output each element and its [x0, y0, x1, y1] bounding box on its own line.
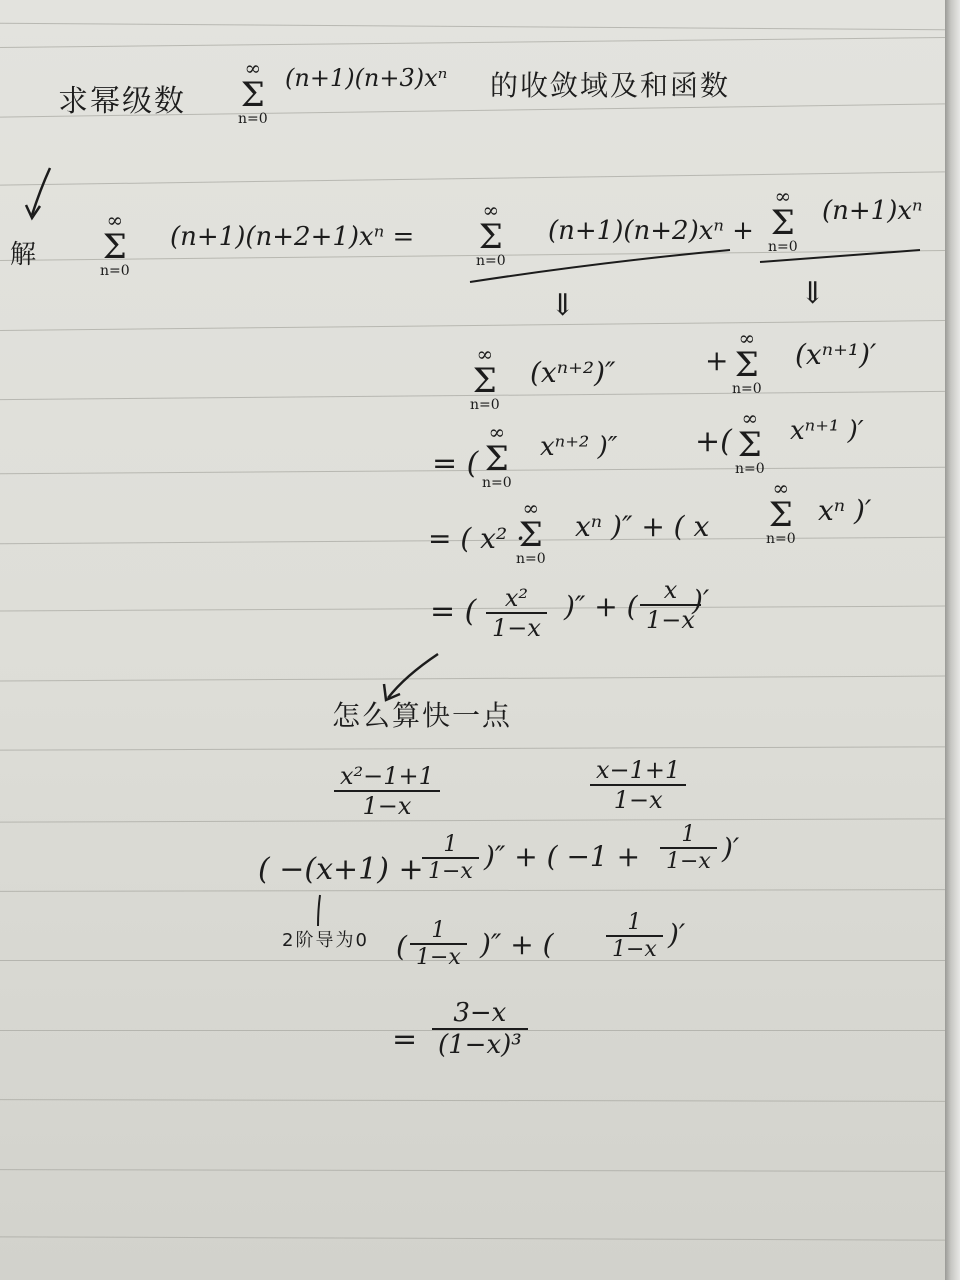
- down-arrow-2: ⇓: [800, 276, 826, 311]
- solution-sum-1: ∞ Σ n=0: [100, 208, 130, 279]
- line3-open: = (: [432, 446, 479, 481]
- rewrite-part3: )′: [722, 832, 740, 865]
- line1-lhs: (n+1)(n+2+1)xⁿ =: [170, 222, 415, 252]
- frac-denominator: 1−x: [666, 849, 711, 874]
- line5-eq: = (: [430, 594, 477, 629]
- frac-numerator: 1: [422, 832, 479, 859]
- page-edge-shadow: [945, 0, 960, 1280]
- solution-sum-2: ∞ Σ n=0: [476, 198, 506, 269]
- result-numerator: 3−x: [432, 998, 528, 1030]
- frac-numerator: x−1+1: [590, 756, 686, 786]
- result-eq: =: [392, 1022, 418, 1057]
- line3-sum-2: ∞ Σ n=0: [735, 406, 765, 477]
- frac-numerator: 1: [410, 918, 467, 945]
- rewrite-part2: )″ + ( −1 +: [484, 840, 641, 873]
- line3-term2: xⁿ⁺¹ )′: [790, 416, 864, 446]
- line4-b: xⁿ )″ + ( x: [575, 510, 710, 543]
- arrow-stroke-top-left: [32, 168, 50, 215]
- problem-series: (n+1)(n+3)xⁿ: [285, 64, 448, 92]
- remark-part1: (: [396, 930, 407, 963]
- remark-part2: )″ + (: [480, 928, 554, 961]
- line1-term1: (n+1)(n+2)xⁿ +: [548, 216, 754, 246]
- line4-sum-2: ∞ Σ n=0: [766, 476, 796, 547]
- frac-denominator: 1−x: [428, 859, 473, 884]
- sigma-symbol: Σ: [240, 75, 265, 115]
- frac-denominator: 1−x: [612, 937, 657, 962]
- line2-sum-2: ∞ Σ n=0: [732, 326, 762, 397]
- arrow-stroke-remark: [318, 895, 320, 926]
- frac-denominator: 1−x: [492, 614, 541, 642]
- underline-term2: [760, 250, 920, 262]
- underline-term1: [470, 250, 730, 282]
- arrow-stroke-note: [388, 654, 438, 698]
- line5-mid: )″ + (: [564, 590, 638, 623]
- line4-sum-1: ∞ Σ n=0: [516, 496, 546, 567]
- down-arrow-1: ⇓: [550, 288, 576, 323]
- frac-denominator: 1−x: [646, 606, 695, 634]
- line2-plus: +: [705, 344, 729, 377]
- note-text: 怎么算快一点: [332, 699, 513, 732]
- frac-numerator: x: [640, 576, 701, 606]
- solution-sum-3: ∞ Σ n=0: [768, 184, 798, 255]
- line3-plus: +(: [695, 424, 732, 459]
- problem-prefix: 求幂级数: [58, 84, 186, 119]
- frac-numerator: 1: [606, 910, 663, 937]
- solution-label: 解: [10, 240, 39, 270]
- remark-text: 2阶导为0: [282, 930, 369, 951]
- line3-term1: xⁿ⁺² )″: [540, 432, 618, 462]
- rewrite-part1: ( −(x+1) +: [258, 852, 424, 887]
- frac-denominator: 1−x: [362, 792, 412, 820]
- remark-part3: )′: [668, 918, 686, 951]
- line4-a: = ( x² ·: [428, 522, 526, 555]
- frac-numerator: 1: [660, 822, 717, 849]
- frac-numerator: x²−1+1: [334, 762, 440, 792]
- frac-denominator: 1−x: [416, 945, 461, 970]
- line2-sum-1: ∞ Σ n=0: [470, 342, 500, 413]
- line5-end: )′: [692, 584, 710, 617]
- result-denominator: (1−x)³: [438, 1030, 522, 1060]
- frac-numerator: x²: [486, 584, 547, 614]
- line2-term1: (xⁿ⁺²)″: [530, 356, 616, 389]
- line4-c: xⁿ )′: [818, 494, 872, 527]
- line3-sum-1: ∞ Σ n=0: [482, 420, 512, 491]
- line1-term2: (n+1)xⁿ: [822, 196, 923, 226]
- line2-term2: (xⁿ⁺¹)′: [795, 338, 877, 371]
- sum-lower: n=0: [238, 111, 268, 127]
- sum-upper: ∞: [244, 56, 262, 80]
- frac-denominator: 1−x: [613, 786, 663, 814]
- problem-suffix: 的收敛域及和函数: [490, 69, 731, 102]
